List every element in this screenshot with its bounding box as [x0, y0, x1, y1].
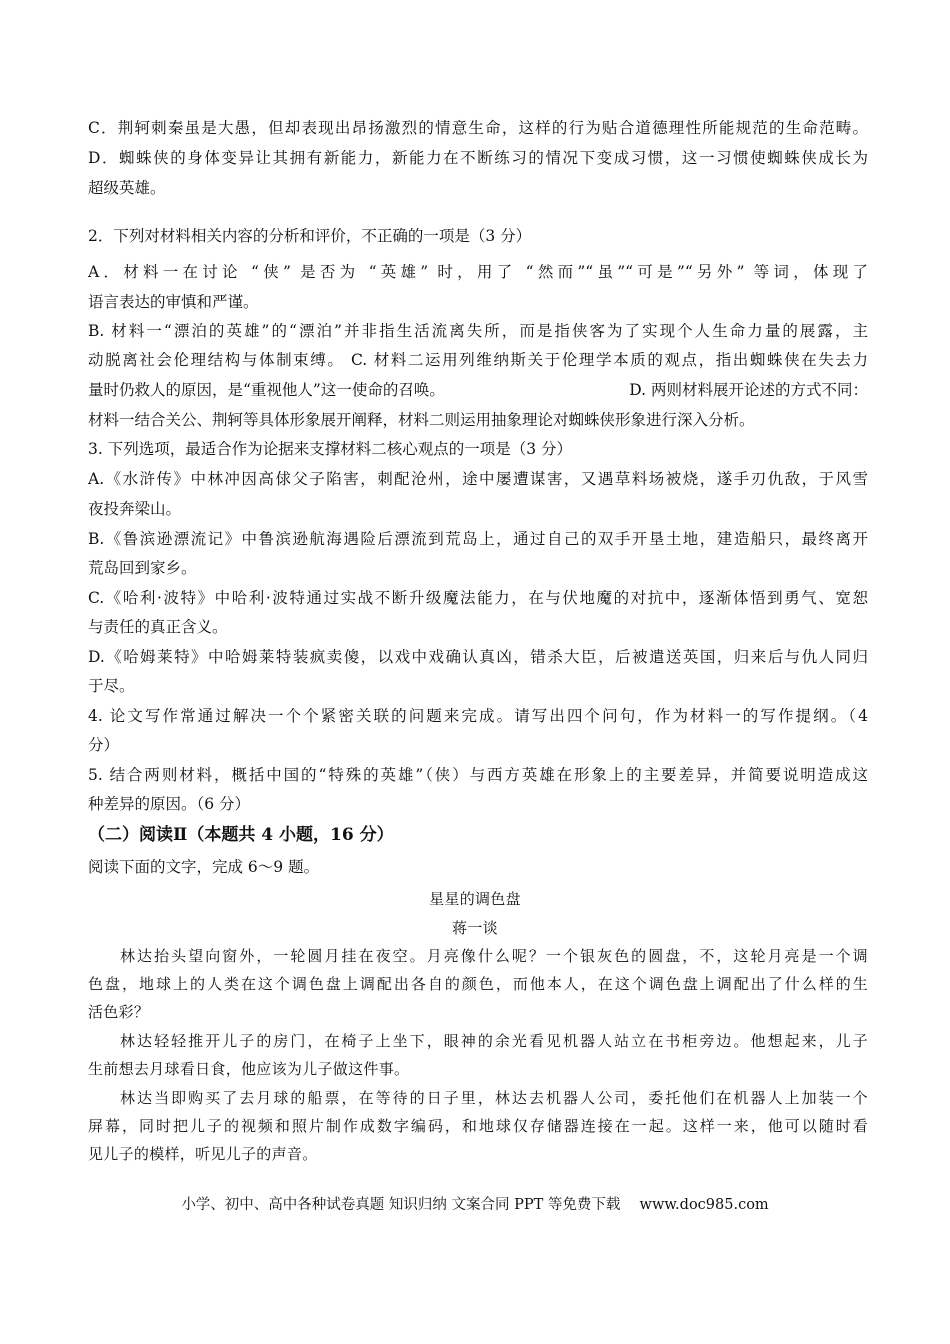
story-p3-line1: 林达当即购买了去月球的船票，在等待的日子里，林达去机器人公司，委托他们在机器人上加装一个 — [120, 1089, 868, 1107]
q3-option-c-line2: 与责任的真正含义。 — [88, 618, 228, 636]
q3-option-d-line1: D.《哈姆莱特》中哈姆莱特装疯卖傻，以戏中戏确认真凶，错杀大臣，后被遣送英国，归来后与仇人同归 — [88, 648, 868, 666]
q2-option-a-line2: 语言表达的审慎和严谨。 — [88, 293, 259, 311]
q1-option-d-line1: D．蜘蛛侠的身体变异让其拥有新能力，新能力在不断练习的情况下变成习惯，这一习惯使蜘蛛侠成长为 — [88, 149, 868, 167]
q3-option-c-line1: C.《哈利·波特》中哈利·波特通过实战不断升级魔法能力，在与伏地魔的对抗中，逐渐体悟到勇气、宽恕 — [88, 589, 868, 607]
q2-stem: 2．下列对材料相关内容的分析和评价，不正确的一项是（3 分） — [88, 227, 532, 245]
story-p2-line1: 林达轻轻推开儿子的房门，在椅子上坐下，眼神的余光看见机器人站立在书柜旁边。他想起来，儿子 — [120, 1032, 868, 1050]
story-p3-line2: 屏幕，同时把儿子的视频和照片制作成数字编码，和地球仅存储器连接在一起。这样一来，他可以随时看 — [88, 1117, 868, 1135]
q1-option-c: C．荆轲刺秦虽是大愚，但却表现出昂扬激烈的情意生命，这样的行为贴合道德理性所能规范的生命范畴。 — [88, 119, 868, 137]
q4-line2: 分） — [88, 736, 120, 754]
q5-line2: 种差异的原因。（6 分） — [88, 795, 251, 813]
q2-option-a-line1: A．材料一在讨论 “侠” 是否为 “英雄” 时，用了 “然而”“虽”“可是”“另外” 等词，体现了 — [88, 263, 868, 281]
q2-option-d-line2: 材料一结合关公、荆轲等具体形象展开阐释，材料二则运用抽象理论对蜘蛛侠形象进行深入分析。 — [88, 411, 755, 429]
footer-download-notice: 小学、初中、高中各种试卷真题 知识归纳 文案合同 PPT 等免费下载 www.doc985.com — [181, 1197, 769, 1213]
q5-line1: 5. 结合两则材料，概括中国的“特殊的英雄”（侠）与西方英雄在形象上的主要差异，并简要说明造成这 — [88, 766, 868, 784]
q3-option-b-line1: B.《鲁滨逊漂流记》中鲁滨逊航海遇险后漂流到荒岛上，通过自己的双手开垦土地，建造船只，最终离开 — [88, 530, 868, 548]
section2-instruction: 阅读下面的文字，完成 6～9 题。 — [88, 858, 320, 876]
story-p1-line2: 色盘，地球上的人类在这个调色盘上调配出各自的颜色，而他本人，在这个调色盘上调配出了什么样的生 — [88, 975, 868, 993]
q2-option-b-line1: B. 材料一“漂泊的英雄”的“漂泊”并非指生活流离失所，而是指侠客为了实现个人生命力量的展露，主 — [88, 322, 868, 340]
q2-option-b-line3: 量时仍救人的原因，是“重视他人”这一使命的召唤。 — [88, 381, 445, 399]
section2-heading: （二）阅读Ⅱ（本题共 4 小题，16 分） — [88, 825, 394, 845]
q2-option-b-line2: 动脱离社会伦理结构与体制束缚。 C. 材料二运用列维纳斯关于伦理学本质的观点，指出蜘蛛侠在失去力 — [88, 351, 868, 369]
q4-line1: 4. 论文写作常通过解决一个个紧密关联的问题来完成。请写出四个问句，作为材料一的写作提纲。（4 — [88, 707, 868, 725]
q3-option-b-line2: 荒岛回到家乡。 — [88, 559, 197, 577]
story-author: 蒋一谈 — [452, 919, 498, 937]
story-p1-line3: 活色彩？ — [88, 1003, 150, 1021]
story-title: 星星的调色盘 — [429, 890, 521, 908]
story-p1-line1: 林达抬头望向窗外，一轮圆月挂在夜空。月亮像什么呢？一个银灰色的圆盘，不，这轮月亮是一个调 — [120, 947, 868, 965]
q3-stem: 3. 下列选项，最适合作为论据来支撑材料二核心观点的一项是（3 分） — [88, 440, 573, 458]
q1-option-d-line2: 超级英雄。 — [88, 179, 166, 197]
q3-option-d-line2: 于尽。 — [88, 677, 135, 695]
q3-option-a-line1: A.《水浒传》中林冲因高俅父子陷害，刺配沧州，途中屡遭谋害，又遇草料场被烧，遂手刃仇敌，于风雪 — [88, 470, 868, 488]
story-p3-line3: 见儿子的模样，听见儿子的声音。 — [88, 1145, 318, 1163]
q2-option-d-start: D. 两则材料展开论述的方式不同： — [629, 381, 868, 399]
story-p2-line2: 生前想去月球看日食，他应该为儿子做这件事。 — [88, 1060, 410, 1078]
q3-option-a-line2: 夜投奔梁山。 — [88, 500, 182, 518]
